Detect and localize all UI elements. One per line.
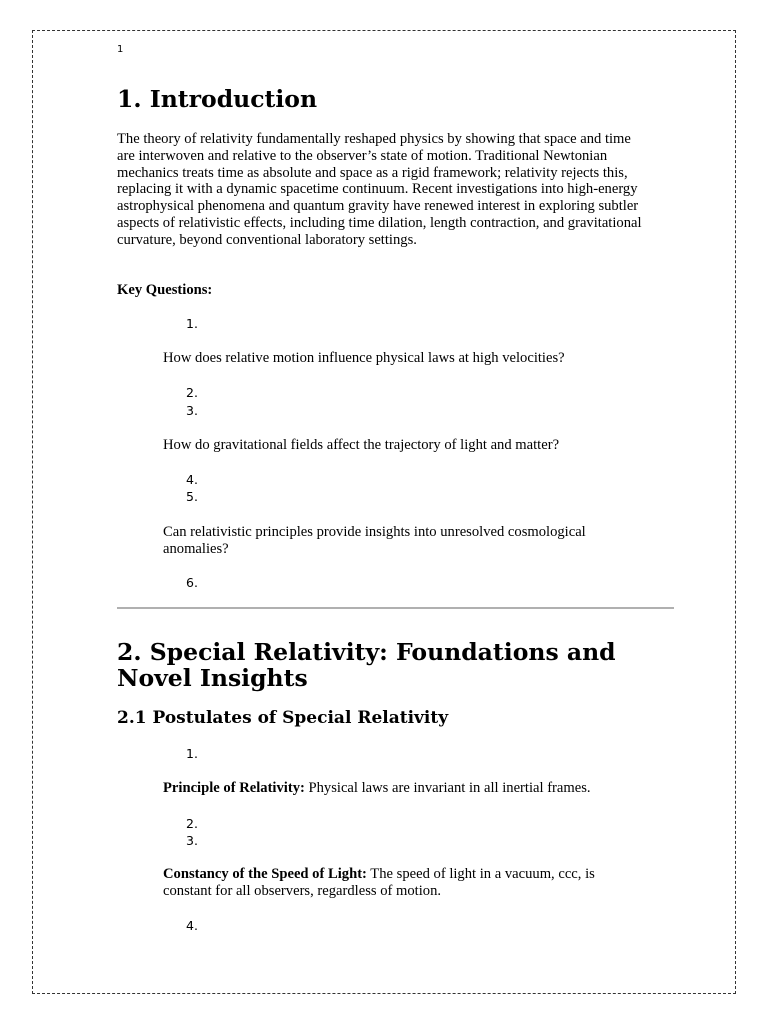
postulate-item bbox=[163, 866, 643, 900]
list-number: 3. bbox=[186, 833, 198, 848]
list-number: 4. bbox=[186, 918, 198, 933]
question-item: Can relativistic principles provide insights into unresolved cosmological anomalies? bbox=[163, 524, 586, 557]
list-number: 1. bbox=[186, 316, 198, 331]
horizontal-divider bbox=[117, 607, 674, 609]
page-number: 1 bbox=[117, 44, 124, 55]
list-number: 2. bbox=[186, 385, 198, 400]
question-item: How does relative motion influence physical laws at high velocities? bbox=[163, 350, 565, 366]
postulate-text: The speed of light in a vacuum, ccc, is constant for all observers, regardless of motion. bbox=[163, 866, 595, 899]
question-item: How do gravitational fields affect the trajectory of light and matter? bbox=[163, 437, 560, 453]
key-questions-label: Key Questions: bbox=[117, 282, 213, 298]
postulate-text: Physical laws are invariant in all inertial frames. bbox=[304, 780, 591, 796]
section-1-title: 1. Introduction bbox=[117, 85, 318, 113]
section-2-title: 2. Special Relativity: Foundations and Novel Insights bbox=[117, 638, 616, 692]
subsection-2-1-title: 2.1 Postulates of Special Relativity bbox=[117, 708, 449, 728]
list-number: 5. bbox=[186, 489, 198, 504]
list-number: 3. bbox=[186, 403, 198, 418]
list-number: 2. bbox=[186, 816, 198, 831]
postulate-item bbox=[163, 780, 643, 797]
list-number: 6. bbox=[186, 575, 198, 590]
list-number: 4. bbox=[186, 472, 198, 487]
postulate-term: Principle of Relativity: bbox=[163, 780, 305, 796]
postulate-term: Constancy of the Speed of Light: bbox=[163, 866, 367, 882]
intro-paragraph: The theory of relativity fundamentally reshaped physics by showing that space and time are interwoven and relative to the observer’s state of motion. Traditional Newtonian mechanics treats time as absolute and space as a rigid framework; relativity rejects this, replacing it with a dynamic spacetime continuum. Recent investigations into high-energy astrophysical phenomena and quantum gravity have renewed interest in exploring subtler aspects of relativistic effects, including time dilation, length contraction, and gravitational curvature, beyond conventional laboratory settings. bbox=[117, 131, 642, 248]
list-number: 1. bbox=[186, 746, 198, 761]
